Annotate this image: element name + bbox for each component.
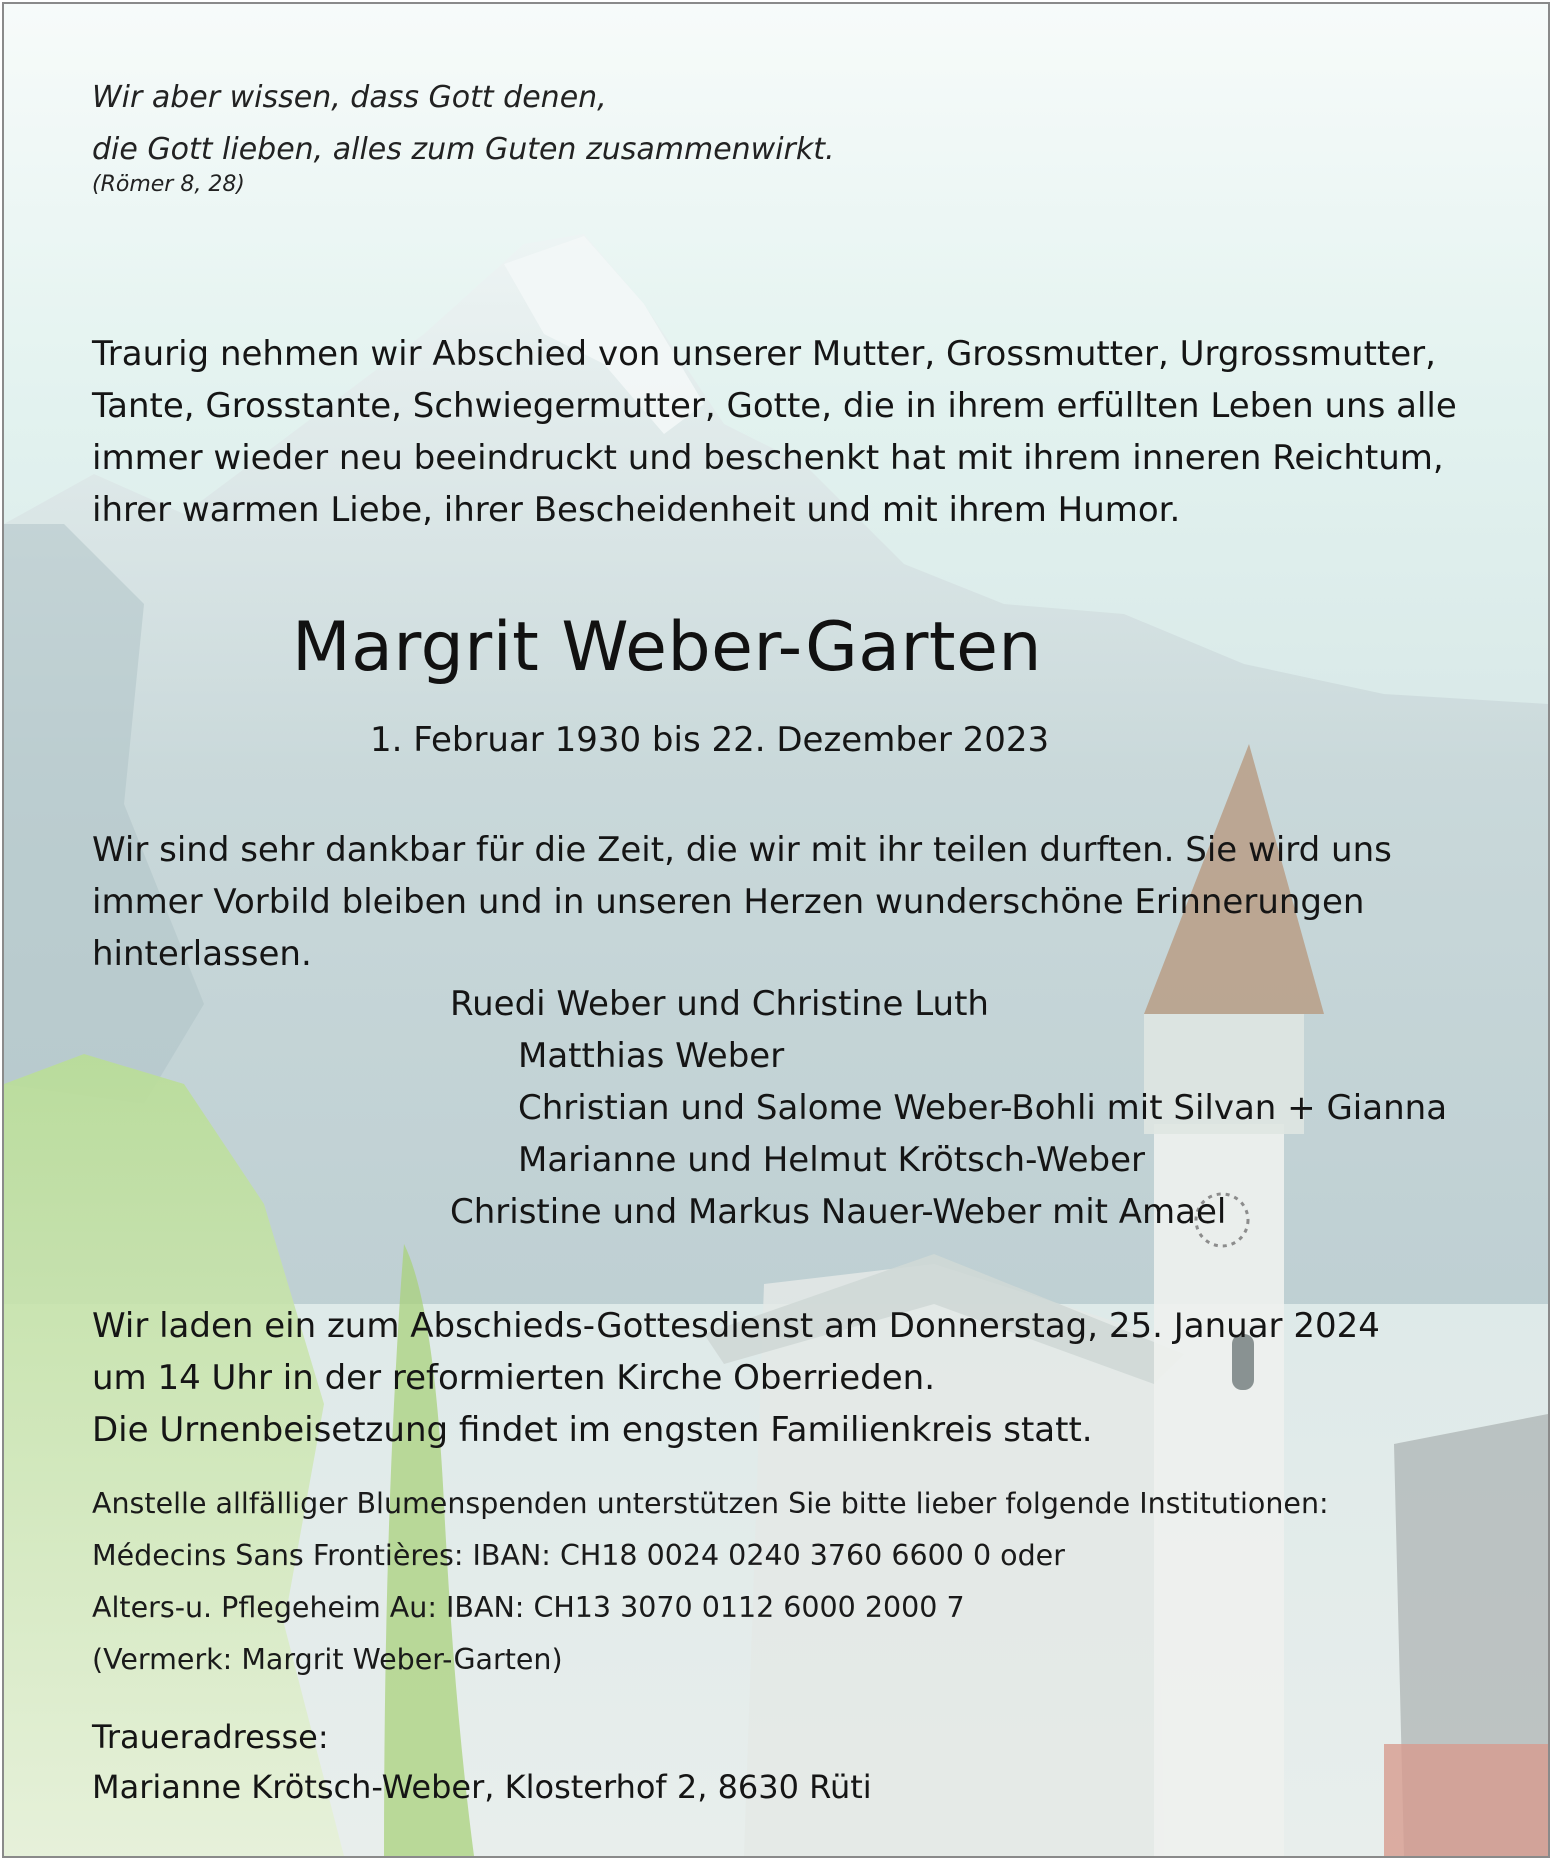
donation-line: Anstelle allfälliger Blumenspenden unterstützen Sie bitte lieber folgende Institutionen:	[92, 1487, 1329, 1520]
invitation-line: Die Urnenbeisetzung findet im engsten Familienkreis statt.	[92, 1410, 1093, 1450]
address-label: Traueradresse:	[92, 1718, 329, 1756]
family-member: Ruedi Weber und Christine Luth	[450, 984, 989, 1024]
intro-line: ihrer warmen Liebe, ihrer Bescheidenheit und mit ihrem Humor.	[92, 490, 1181, 530]
life-dates: 1. Februar 1930 bis 22. Dezember 2023	[370, 720, 1050, 760]
deceased-name: Margrit Weber-Garten	[292, 608, 1043, 687]
obituary-text	[4, 4, 1548, 1856]
intro-paragraph	[92, 328, 1457, 536]
donation-line: Alters-u. Pflegeheim Au: IBAN: CH13 3070 0112 6000 2000 7	[92, 1591, 965, 1624]
address-line: Marianne Krötsch-Weber, Klosterhof 2, 8630 Rüti	[92, 1768, 872, 1806]
thanks-line: Wir sind sehr dankbar für die Zeit, die wir mit ihr teilen durften. Sie wird uns	[92, 830, 1392, 870]
invitation-line: Wir laden ein zum Abschieds-Gottesdienst am Donnerstag, 25. Januar 2024	[92, 1306, 1380, 1346]
thanks-line: hinterlassen.	[92, 934, 312, 974]
mourning-address	[92, 1712, 872, 1812]
invitation-line: um 14 Uhr in der reformierten Kirche Oberrieden.	[92, 1358, 936, 1398]
quote-reference: (Römer 8, 28)	[92, 172, 245, 197]
intro-line: Tante, Grosstante, Schwiegermutter, Gotte, die in ihrem erfüllten Leben uns alle	[92, 386, 1457, 426]
family-member: Marianne und Helmut Krötsch-Weber	[518, 1140, 1146, 1180]
thanks-line: immer Vorbild bleiben und in unseren Herzen wunderschöne Erinnerungen	[92, 882, 1365, 922]
donation-info	[92, 1478, 1329, 1686]
intro-line: Traurig nehmen wir Abschied von unserer Mutter, Grossmutter, Urgrossmutter,	[92, 334, 1436, 374]
intro-line: immer wieder neu beeindruckt und beschenkt hat mit ihrem inneren Reichtum,	[92, 438, 1444, 478]
donation-line: Médecins Sans Frontières: IBAN: CH18 0024 0240 3760 6600 0 oder	[92, 1539, 1065, 1572]
quote-line: die Gott lieben, alles zum Guten zusammenwirkt.	[92, 132, 835, 167]
family-member: Christine und Markus Nauer-Weber mit Amael	[450, 1192, 1227, 1232]
family-member: Christian und Salome Weber-Bohli mit Silvan + Gianna	[518, 1088, 1448, 1128]
donation-line: (Vermerk: Margrit Weber-Garten)	[92, 1643, 563, 1676]
bible-quote	[92, 72, 835, 176]
family-member: Matthias Weber	[518, 1036, 785, 1076]
obituary-card	[2, 2, 1550, 1858]
quote-line: Wir aber wissen, dass Gott denen,	[92, 80, 607, 115]
thanks-paragraph	[92, 824, 1392, 980]
service-invitation	[92, 1300, 1380, 1456]
